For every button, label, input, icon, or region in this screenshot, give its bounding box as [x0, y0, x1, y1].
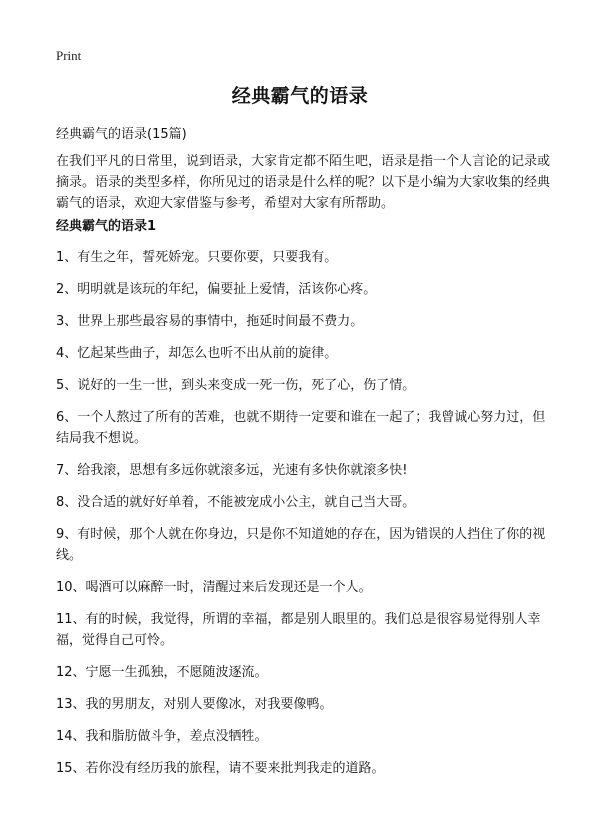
quote-item-5: 5、说好的一生一世，到头来变成一死一伤，死了心，伤了情。 [56, 378, 416, 393]
quote-item-15: 15、若你没有经历我的旅程，请不要来批判我走的道路。 [56, 761, 385, 776]
section-heading: 经典霸气的语录1 [56, 219, 157, 234]
quote-item-7: 7、给我滚，思想有多远你就滚多远，光速有多快你就滚多快! [56, 463, 408, 478]
quote-item-9: 9、有时候，那个人就在你身边，只是你不知道她的存在，因为错误的人挡住了你的视线。 [56, 527, 546, 563]
quote-item-8: 8、没合适的就好好单着，不能被宠成小公主，就自己当大哥。 [56, 495, 416, 510]
quote-item-12: 12、宁愿一生孤独，不愿随波逐流。 [56, 665, 268, 680]
subtitle: 经典霸气的语录(15篇) [56, 127, 187, 142]
print-label[interactable]: Print [56, 48, 82, 63]
page-title: 经典霸气的语录 [231, 85, 369, 107]
quote-list [56, 247, 550, 790]
quote-item-10: 10、喝酒可以麻醉一时，清醒过来后发现还是一个人。 [56, 580, 372, 595]
quote-item-13: 13、我的男朋友，对别人要像冰，对我要像鸭。 [56, 697, 333, 712]
quote-item-1: 1、有生之年，誓死娇宠。只要你要，只要我有。 [56, 250, 338, 265]
quote-item-14: 14、我和脂肪做斗争，差点没牺牲。 [56, 729, 268, 744]
quote-item-4: 4、忆起某些曲子，却怎么也听不出从前的旋律。 [56, 346, 338, 361]
quote-item-11: 11、有的时候，我觉得，所谓的幸福，都是别人眼里的。我们总是很容易觉得别人幸福，觉得自己可怜。 [56, 612, 541, 648]
quote-item-6: 6、一个人熬过了所有的苦难，也就不期待一定要和谁在一起了；我曾诚心努力过，但结局我不想说。 [56, 410, 546, 446]
intro-paragraph: 在我们平凡的日常里，说到语录，大家肯定都不陌生吧，语录是指一个人言论的记录或摘录。语录的类型多样，你所见过的语录是什么样的呢？以下是小编为大家收集的经典霸气的语录，欢迎大家借鉴与参考，希望对大家有所帮助。 [56, 154, 551, 211]
quote-item-2: 2、明明就是该玩的年纪，偏要扯上爱情，活该你心疼。 [56, 282, 377, 297]
quote-item-3: 3、世界上那些最容易的事情中，拖延时间最不费力。 [56, 314, 364, 329]
